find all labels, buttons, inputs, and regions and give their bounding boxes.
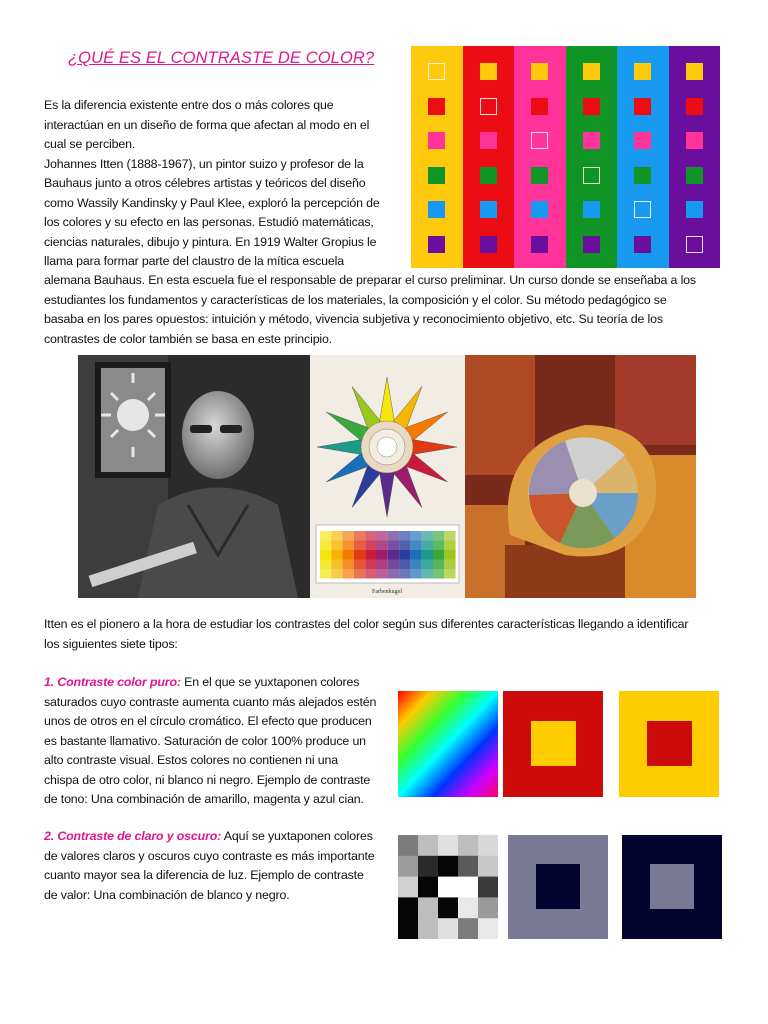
text-line: como Wassily Kandinsky y Paul Klee, exploró la percepción de <box>44 195 380 210</box>
grid-column <box>669 46 721 268</box>
text-line: ciencias naturales, dibujo y pintura. En 1919 Walter Gropius le <box>44 234 377 249</box>
text-line: los siguientes siete tipos: <box>44 636 178 651</box>
yellow-inner-square <box>531 721 576 766</box>
grid-square <box>480 201 497 218</box>
text-line: unos de otros en el círculo cromático. El efecto que producen <box>44 714 372 728</box>
checker-cell <box>438 897 458 918</box>
checker-cell <box>398 856 418 877</box>
checker-cell <box>398 918 418 939</box>
grid-square <box>583 201 600 218</box>
text-line: En el que se yuxtaponen colores <box>180 675 360 689</box>
grid-square <box>634 236 651 253</box>
grid-square <box>428 98 445 115</box>
red-yellow-square <box>503 691 603 797</box>
grid-column <box>463 46 515 268</box>
text-line: cual se perciben. <box>44 137 136 151</box>
checker-cell <box>458 897 478 918</box>
grid-column <box>566 46 618 268</box>
grid-square <box>634 201 651 218</box>
text-line: es bastante llamativo. Saturación de color 100% produce un <box>44 733 366 748</box>
text-line: Bauhaus junto a otros célebres artistas y teóricos del diseño <box>44 176 366 190</box>
intro-paragraph-wide <box>44 271 696 349</box>
text-line: de valor: Una combinación de blanco y negro. <box>44 887 290 902</box>
grid-square <box>531 236 548 253</box>
text-line: Aquí se yuxtaponen colores <box>221 829 373 843</box>
checker-cell <box>478 918 498 939</box>
grid-square <box>686 98 703 115</box>
checker-cell <box>418 835 438 856</box>
checker-cell <box>398 897 418 918</box>
grid-square <box>531 63 548 80</box>
checker-cell <box>438 835 458 856</box>
text-line: interactúan en un diseño de forma que afectan al modo en el <box>44 117 370 132</box>
page-title: ¿QUÉ ES EL CONTRASTE DE COLOR? <box>68 49 375 67</box>
text-line: Es la diferencia existente entre dos o más colores que <box>44 98 334 112</box>
grid-square <box>480 132 497 149</box>
checker-cell <box>398 877 418 898</box>
text-line: contrastes de color también se basa en este principio. <box>44 331 333 346</box>
grid-square <box>686 132 703 149</box>
grid-square <box>583 132 600 149</box>
red-inner-square <box>647 721 692 766</box>
checker-cell <box>458 856 478 877</box>
grid-square <box>480 63 497 80</box>
checker-cell <box>458 835 478 856</box>
grid-square <box>686 167 703 184</box>
grid-square <box>583 98 600 115</box>
grid-square <box>686 236 703 253</box>
yellow-red-square <box>619 691 719 797</box>
text-line: de tono: Una combinación de amarillo, magenta y azul cian. <box>44 792 364 806</box>
grid-square <box>634 63 651 80</box>
text-line: saturados cuyo contraste aumenta cuanto más alejados estén <box>44 694 377 709</box>
dark-light-square <box>622 835 722 939</box>
text-line: Johannes Itten (1888-1967), un pintor suizo y profesor de la <box>44 156 364 171</box>
light-dark-square <box>508 835 608 939</box>
rainbow-gradient-swatch <box>398 691 498 797</box>
grid-square <box>428 201 445 218</box>
checker-cell <box>438 877 458 898</box>
itten-paragraph <box>44 615 688 654</box>
checker-cell <box>458 918 478 939</box>
grid-square <box>531 132 548 149</box>
text-line: llama para formar parte del claustro de la mítica escuela <box>44 254 344 268</box>
grid-square <box>428 167 445 184</box>
itten-image-strip <box>78 355 696 598</box>
color-star-chart-image <box>310 355 465 598</box>
checker-cell <box>438 856 458 877</box>
grid-column <box>411 46 463 268</box>
section-2-heading: 2. Contraste de claro y oscuro: <box>44 829 222 843</box>
grid-square <box>480 236 497 253</box>
checker-cell <box>478 877 498 898</box>
grid-square <box>480 98 497 115</box>
grid-square <box>531 167 548 184</box>
abstract-painting-image <box>465 355 696 598</box>
checker-cell <box>478 835 498 856</box>
grid-square <box>428 236 445 253</box>
grid-column <box>514 46 566 268</box>
grid-square <box>583 236 600 253</box>
checker-cell <box>418 897 438 918</box>
grid-square <box>686 201 703 218</box>
text-line: de valores claros y oscuros cuyo contraste es más importante <box>44 848 375 863</box>
section-2-text <box>44 827 375 905</box>
checker-cell <box>458 877 478 898</box>
grid-column <box>617 46 669 268</box>
checker-cell <box>478 856 498 877</box>
checker-cell <box>478 897 498 918</box>
text-line: cuanto mayor sea la diferencia de luz. Ejemplo de contraste <box>44 868 364 882</box>
checker-cell <box>398 835 418 856</box>
checker-cell <box>418 856 438 877</box>
text-line: los colores y su efecto en las personas. Estudió matemáticas, <box>44 215 374 229</box>
text-line: alemana Bauhaus. En esta escuela fue el responsable de preparar el curso preliminar. Un curso donde se enseñaba a los <box>44 273 696 287</box>
text-line: estudiantes los fundamentos y características de los materiales, la composición y el color. Su método pedagógico se <box>44 292 667 307</box>
text-line: basaba en los pares opuestos: intuición y método, vivencia subjetiva y reconocimiento objetivo, etc. Su teoría de los <box>44 312 663 326</box>
grid-square <box>686 63 703 80</box>
grid-square <box>480 167 497 184</box>
grid-square <box>531 98 548 115</box>
grid-square <box>428 63 445 80</box>
grayscale-checker-swatch <box>398 835 498 939</box>
section-1-text <box>44 673 376 810</box>
color-contrast-grid <box>411 46 720 268</box>
section-1-heading: 1. Contraste color puro: <box>44 675 181 689</box>
checker-cell <box>438 918 458 939</box>
grid-square <box>583 63 600 80</box>
grid-square <box>428 132 445 149</box>
dark-inner-square <box>536 864 580 909</box>
grid-square <box>634 98 651 115</box>
grid-square <box>634 132 651 149</box>
itten-portrait-photo <box>78 355 310 598</box>
chart-caption: Farbenkugel <box>372 589 402 595</box>
text-line: alto contraste visual. Estos colores no contienen ni una <box>44 753 338 767</box>
checker-cell <box>418 877 438 898</box>
grid-square <box>634 167 651 184</box>
intro-paragraph <box>44 96 380 272</box>
checker-cell <box>418 918 438 939</box>
text-line: chispa de otro color, ni blanco ni negro. Ejemplo de contraste <box>44 772 371 787</box>
text-line: Itten es el pionero a la hora de estudiar los contrastes del color según sus diferentes características llegando a identificar <box>44 617 689 631</box>
grid-square <box>531 201 548 218</box>
grid-square <box>583 167 600 184</box>
light-inner-square <box>650 864 694 909</box>
